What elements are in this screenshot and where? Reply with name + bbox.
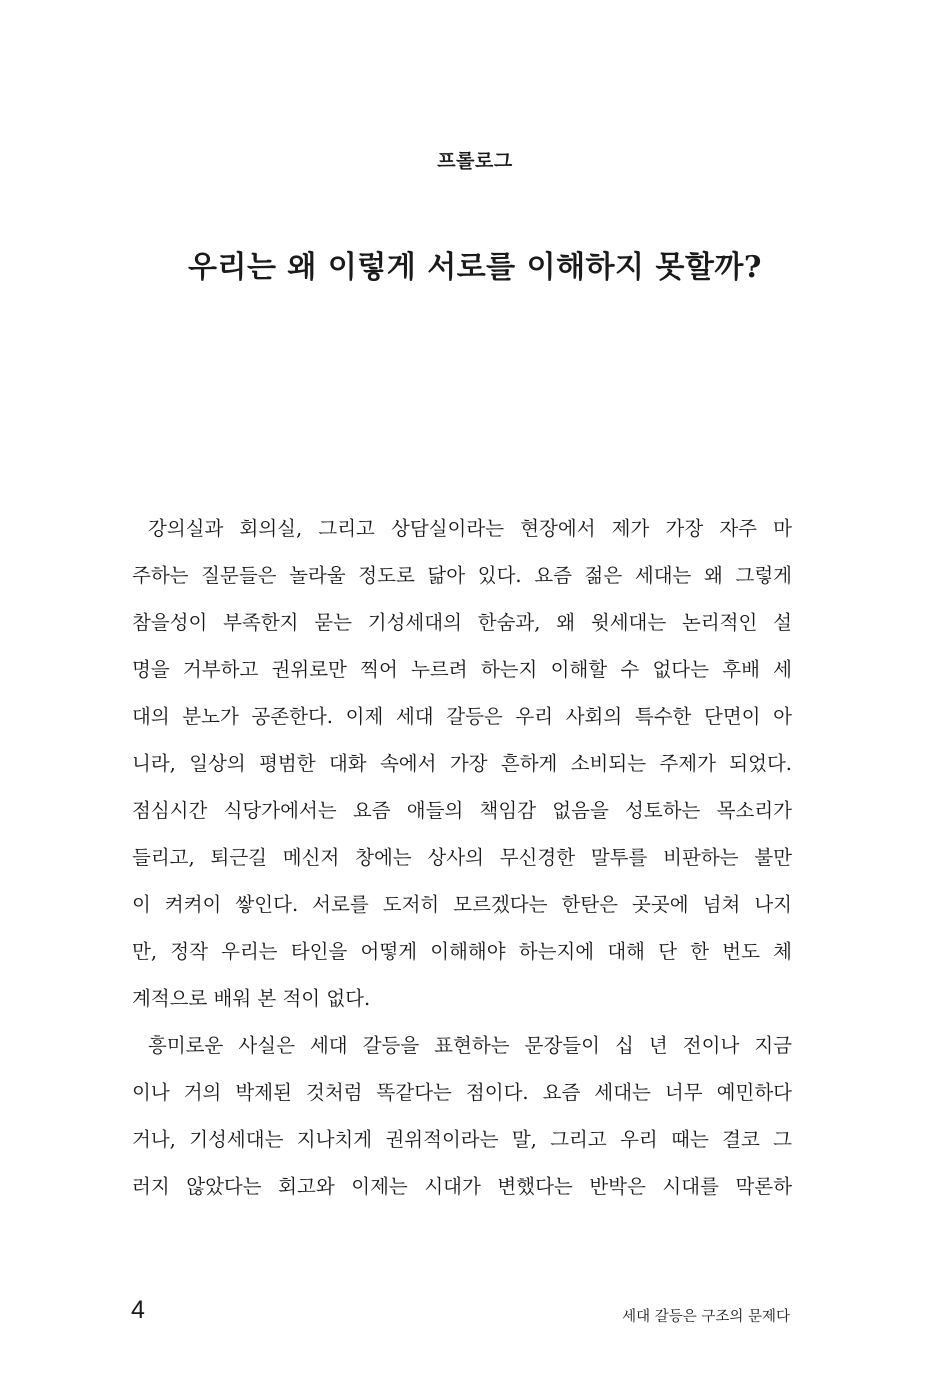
paragraph-1-line-5: 대의 분노가 공존한다. 이제 세대 갈등은 우리 사회의 특수한 단면이 아: [132, 705, 792, 728]
paragraph-1-line-4: 명을 거부하고 권위로만 찍어 누르려 하는지 이해할 수 없다는 후배 세: [132, 658, 792, 681]
paragraph-1-line-8: 들리고, 퇴근길 메신저 창에는 상사의 무신경한 말투를 비판하는 불만: [132, 846, 792, 869]
paragraph-1-line-1: 강의실과 회의실, 그리고 상담실이라는 현장에서 제가 가장 자주 마: [148, 517, 792, 540]
chapter-title: 우리는 왜 이렇게 서로를 이해하지 못할까?: [188, 250, 762, 285]
chapter-label: 프롤로그: [437, 150, 513, 172]
paragraph-1-line-6: 니라, 일상의 평범한 대화 속에서 가장 흔하게 소비되는 주제가 되었다.: [132, 752, 792, 775]
paragraph-1-line-3: 참을성이 부족한지 묻는 기성세대의 한숨과, 왜 윗세대는 논리적인 설: [132, 611, 792, 634]
paragraph-2-line-1: 흥미로운 사실은 세대 갈등을 표현하는 문장들이 십 년 전이나 지금: [148, 1034, 792, 1057]
page-number: 4: [131, 1296, 145, 1324]
running-footer-title: 세대 갈등은 구조의 문제다: [622, 1309, 790, 1325]
body-text: [132, 505, 792, 1210]
paragraph-1-line-2: 주하는 질문들은 놀라울 정도로 닮아 있다. 요즘 젊은 세대는 왜 그렇게: [132, 564, 792, 587]
paragraph-1-line-11: 계적으로 배워 본 적이 없다.: [132, 987, 371, 1010]
paragraph-1-line-10: 만, 정작 우리는 타인을 어떻게 이해해야 하는지에 대해 단 한 번도 체: [132, 940, 792, 963]
paragraph-2-line-3: 거나, 기성세대는 지나치게 권위적이라는 말, 그리고 우리 때는 결코 그: [132, 1128, 792, 1151]
paragraph-2-line-4: 러지 않았다는 회고와 이제는 시대가 변했다는 반박은 시대를 막론하: [132, 1175, 792, 1198]
paragraph-1-line-7: 점심시간 식당가에서는 요즘 애들의 책임감 없음을 성토하는 목소리가: [132, 799, 792, 822]
paragraph-2-line-2: 이나 거의 박제된 것처럼 똑같다는 점이다. 요즘 세대는 너무 예민하다: [132, 1081, 792, 1104]
paragraph-1-line-9: 이 켜켜이 쌓인다. 서로를 도저히 모르겠다는 한탄은 곳곳에 넘쳐 나지: [132, 893, 792, 916]
